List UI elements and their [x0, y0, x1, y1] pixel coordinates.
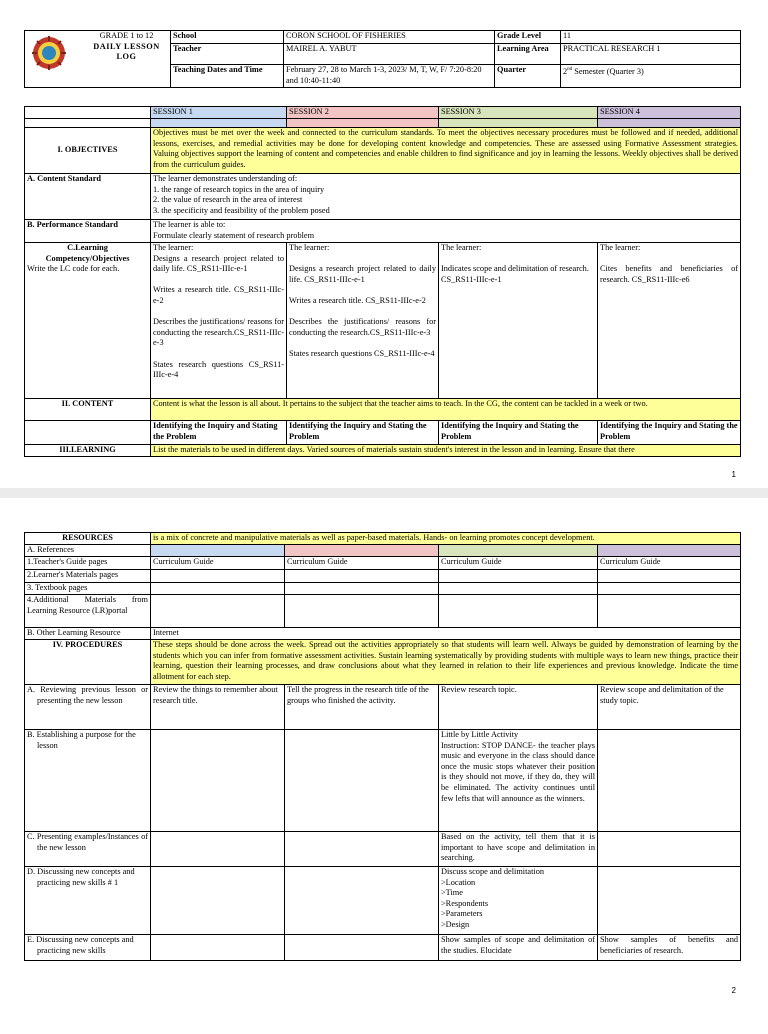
content-standard-label: A. Content Standard: [25, 174, 151, 220]
proc-c-session-3: Based on the activity, tell them that it is important to have scope and delimitation in searching.: [439, 832, 598, 867]
grade-level-value: 11: [561, 31, 741, 44]
competency-sub: Write the LC code for each.: [27, 264, 120, 274]
references-label: A. References: [25, 545, 151, 557]
proc-b-label: B. Establishing a purpose for the lesson: [25, 730, 151, 832]
additional-materials-label: 4.Additional Materials from Learning Resource (LR)portal: [25, 595, 151, 628]
proc-e-label: E. Discussing new concepts and practicing new skills: [25, 935, 151, 961]
objectives-text: Objectives must be met over the week and connected to the curriculum standards. To meet the objectives necessary procedures must be followed and if needed, additional lessons, exercises, and remedial activities may be done for developing content knowledge and competencies. These are assessed using Formative Assessment strategies. Valuing objectives support the learning of content and competencies and enable children to find significance and joy in learning the lessons. Weekly objectives shall be derived from the curriculum guides.: [151, 128, 741, 174]
learning-area-label: Learning Area: [495, 44, 561, 65]
quarter-value: 2nd Semester (Quarter 3): [561, 65, 741, 88]
quarter-label: Quarter: [495, 65, 561, 88]
dates-value: February 27, 28 to March 1-3, 2023/ M, T, W, F/ 7:20-8:20 and 10:40-11:40: [284, 65, 495, 88]
session-3-header: SESSION 3: [439, 107, 598, 119]
learning-area-value: PRACTICAL RESEARCH 1: [561, 44, 741, 65]
teachers-guide-label: 1.Teacher's Guide pages: [25, 557, 151, 570]
competency-label: C.Learning Competency/Objectives: [45, 243, 130, 263]
procedures-label: IV. PROCEDURES: [25, 640, 151, 685]
performance-standard-label: B. Performance Standard: [25, 220, 151, 243]
content-label: II. CONTENT: [25, 399, 151, 421]
objectives-label: I. OBJECTIVES: [25, 128, 151, 174]
page-number: 2: [731, 986, 736, 995]
proc-c-label: C. Presenting examples/Instances of the new lesson: [25, 832, 151, 867]
proc-b-session-3: Little by Little Activity Instruction: STOP DANCE- the teacher plays music and everyone in the class should dance once the music stops whatever their position is they should not move, if they do, they will be eliminated. The activity continues until few lefts that will announce as the winners.: [439, 730, 598, 832]
learning-label: III.LEARNING: [25, 445, 151, 457]
competency-label-cell: [25, 243, 151, 399]
teacher-label: Teacher: [171, 44, 284, 65]
resources-text: is a mix of concrete and manipulative materials as well as paper-based materials. Hands- on learning promotes concept development.: [151, 533, 741, 545]
lesson-table-page-2: [24, 532, 741, 961]
content-session-3: Identifying the Inquiry and Stating the Problem: [439, 421, 598, 445]
performance-standard-text: The learner is able to: Formulate clearly statement of research problem: [151, 220, 741, 243]
textbook-label: 3. Textbook pages: [25, 583, 151, 595]
curriculum-guide-3: Curriculum Guide: [439, 557, 598, 570]
proc-d-label: D. Discussing new concepts and practicing new skills # 1: [25, 867, 151, 935]
session-1-header: SESSION 1: [151, 107, 287, 119]
content-session-2: Identifying the Inquiry and Stating the Problem: [287, 421, 439, 445]
other-resource-label: B. Other Learning Resource: [25, 628, 151, 640]
content-session-1: Identifying the Inquiry and Stating the Problem: [151, 421, 287, 445]
proc-a-session-4: Review scope and delimitation of the study topic.: [598, 685, 741, 730]
content-text: Content is what the lesson is all about. It pertains to the subject that the teacher aims to teach. In the CG, the content can be tackled in a week or two.: [151, 399, 741, 421]
content-session-4: Identifying the Inquiry and Stating the Problem: [598, 421, 741, 445]
proc-a-session-3: Review research topic.: [439, 685, 598, 730]
competency-session-2: The learner: Designs a research project related to daily life. CS_RS11-IIIc-e-1 Writes a research title. CS_RS11-IIIc-e-2 Describes the justifications/ reasons for conducting the research.CS_RS11-IIIc-e-3 States research questions CS_RS11-IIIc-e-4: [287, 243, 439, 399]
other-resource-value: Internet: [151, 628, 741, 640]
resources-label: RESOURCES: [25, 533, 151, 545]
session-2-header: SESSION 2: [287, 107, 439, 119]
teacher-value: MAIREL A. YABUT: [284, 44, 495, 65]
school-value: CORON SCHOOL OF FISHERIES: [284, 31, 495, 44]
log-title: DAILY LESSON LOG: [93, 41, 160, 62]
proc-e-session-4: Show samples of benefits and beneficiaries of research.: [598, 935, 741, 961]
curriculum-guide-2: Curriculum Guide: [285, 557, 439, 570]
lesson-table-page-1: [24, 106, 741, 457]
procedures-text: These steps should be done across the week. Spread out the activities appropriately so that students will learn well. Always be guided by demonstration of learning by the students which you can infer from formative assessment activities. Sustain learning systematically by providing students with multiple ways to learn new things, practice their learning, question their learning processes, and draw conclusions about what they learned in relation to their life experiences and previous knowledge. Indicate the time allotment for each step.: [151, 640, 741, 685]
curriculum-guide-1: Curriculum Guide: [151, 557, 285, 570]
dates-label: Teaching Dates and Time: [171, 65, 284, 88]
page-number: 1: [731, 470, 736, 479]
learners-materials-label: 2.Learner's Materials pages: [25, 570, 151, 583]
proc-d-session-3: Discuss scope and delimitation >Location >Time >Respondents >Parameters >Design: [439, 867, 598, 935]
proc-a-session-1: Review the things to remember about research title.: [151, 685, 285, 730]
page-2: [0, 488, 768, 1034]
grade-level-label: Grade Level: [495, 31, 561, 44]
competency-session-4: The learner: Cites benefits and beneficiaries of research. CS_RS11-IIIc-e6: [598, 243, 741, 399]
proc-a-session-2: Tell the progress in the research title of the groups who finished the activity.: [285, 685, 439, 730]
grade-range: GRADE 1 to 12: [99, 31, 154, 40]
header-table: [24, 30, 741, 88]
competency-session-1: The learner: Designs a research project related to daily life. CS_RS11-IIIc-e-1 Writes a research title. CS_RS11-IIIc-e-2 Describes the justifications/ reasons for conducting the research.CS_RS11-IIIc-e-3 States research questions CS_RS11-IIIc-e-4: [151, 243, 287, 399]
competency-session-3: The learner: Indicates scope and delimitation of research. CS_RS11-IIIc-e-1: [439, 243, 598, 399]
proc-a-label: A. Reviewing previous lesson or presenting the new lesson: [25, 685, 151, 730]
curriculum-guide-4: Curriculum Guide: [598, 557, 741, 570]
learning-text: List the materials to be used in different days. Varied sources of materials sustain student's interest in the lesson and in learning. Ensure that there: [151, 445, 741, 457]
content-standard-text: The learner demonstrates understanding of: 1. the range of research topics in the area of inquiry 2. the value of research in the area of interest 3. the specificity and feasibility of the problem posed: [151, 174, 741, 220]
school-label: School: [171, 31, 284, 44]
proc-e-session-3: Show samples of scope and delimitation of the studies. Elucidate: [439, 935, 598, 961]
page-1: [0, 0, 768, 488]
session-4-header: SESSION 4: [598, 107, 741, 119]
